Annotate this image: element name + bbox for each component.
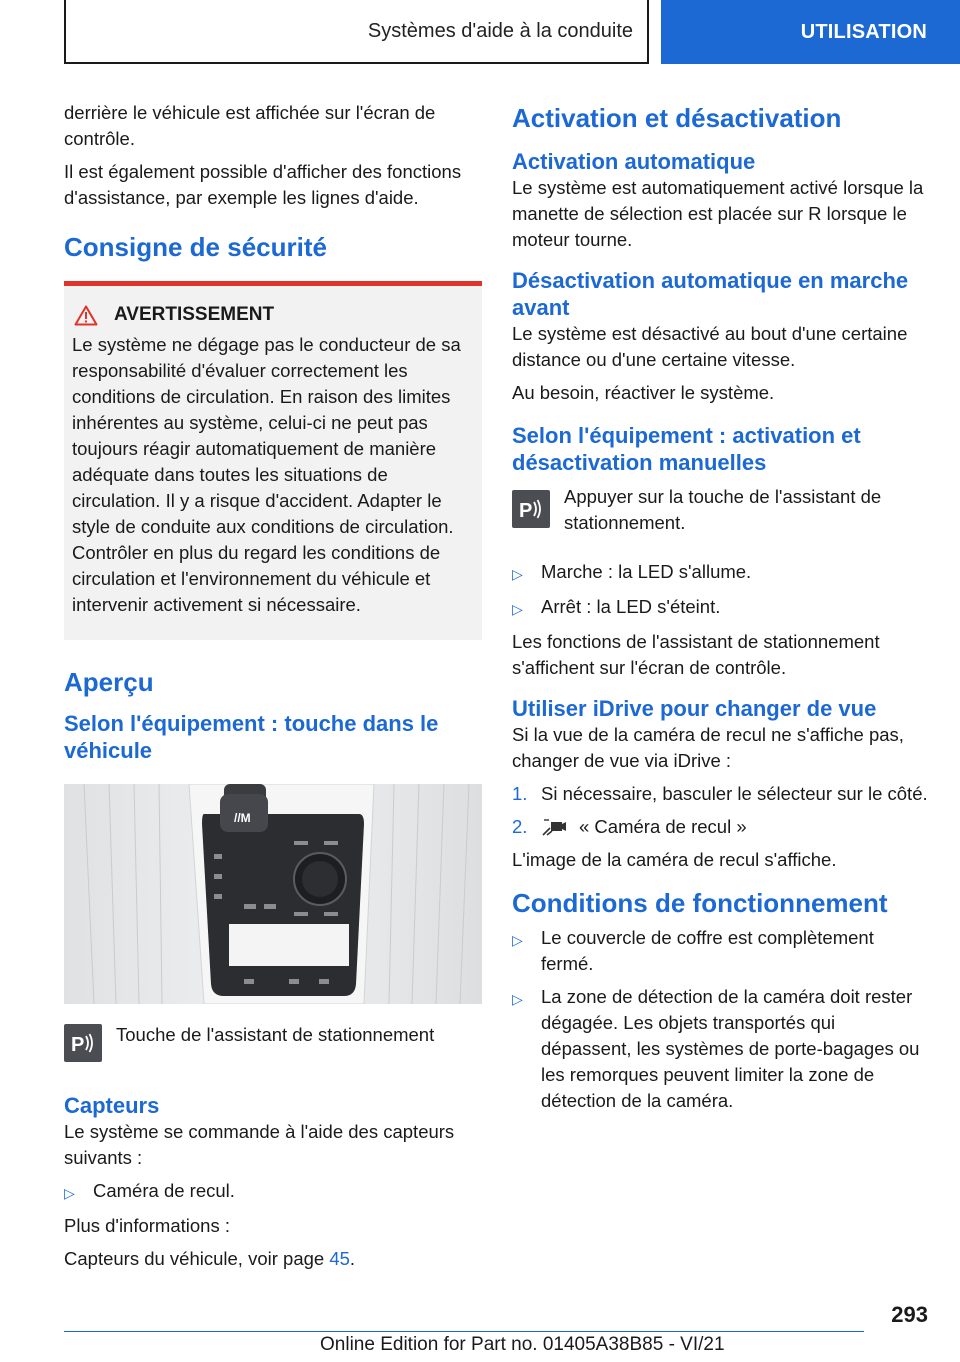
park-assist-icon xyxy=(64,1024,102,1062)
idrive-heading: Utiliser iDrive pour changer de vue xyxy=(512,696,877,721)
bullet-triangle-icon: ▷ xyxy=(512,991,523,1007)
manual-list-item xyxy=(512,559,928,587)
park-assist-caption: Touche de l'assistant de stationnement xyxy=(116,1024,435,1045)
header-chapter-title: UTILISATION xyxy=(800,20,927,43)
warning-title: AVERTISSEMENT xyxy=(114,304,275,325)
warning-triangle-icon xyxy=(74,305,98,326)
manual-list xyxy=(512,559,928,622)
idrive-step xyxy=(512,814,928,840)
console-illustration xyxy=(64,784,482,1004)
manual-instruction-row xyxy=(512,486,928,543)
sensors-heading: Capteurs xyxy=(64,1093,160,1118)
condition-text: Le couvercle de coffre est complètement fermé. xyxy=(541,927,874,974)
idrive-after-text: L'image de la caméra de recul s'affiche. xyxy=(512,849,837,870)
sensors-ref-page-link[interactable]: 45 xyxy=(329,1248,350,1269)
idrive-steps xyxy=(512,781,928,840)
sensors-reference xyxy=(64,1246,482,1272)
conditions-list xyxy=(512,925,928,1114)
auto-deactivation-text-1: Le système est désactivé au bout d'une certaine distance ou d'une certaine vitesse. xyxy=(512,323,908,370)
warning-body: Le système ne dégage pas le conducteur de sa responsabilité d'évaluer correctement les conditions de circulation. En raison des limites inhérentes au système, celui-ci ne peut pas toujours réagir automatiquement de manière adéquate dans toutes les situations de circulation. Il y a risque d'accident. Adapter le style de conduite aux conditions de circulation. Contrôler en plus du regard les conditions de circulation et l'environnement du véhicule et intervenir activement si nécessaire. xyxy=(72,334,461,615)
manual-heading: Selon l'équipement : activation et désactivation manuelles xyxy=(512,423,861,475)
manual-after-text: Les fonctions de l'assistant de stationnement s'affichent sur l'écran de contrôle. xyxy=(512,631,880,678)
manual-item-text: Marche : la LED s'allume. xyxy=(541,561,752,582)
idrive-step xyxy=(512,781,928,807)
auto-deactivation-text-2: Au besoin, réactiver le système. xyxy=(512,382,775,403)
svg-text://M: //M xyxy=(234,811,251,825)
svg-text:P: P xyxy=(71,1034,85,1056)
svg-text:P: P xyxy=(519,500,533,522)
auto-deactivation-heading: Désactivation automatique en marche avant xyxy=(512,268,909,320)
idrive-text: Si la vue de la caméra de recul ne s'affiche pas, changer de vue via iDrive : xyxy=(512,724,904,771)
footer-divider xyxy=(64,1331,864,1332)
more-info-text: Plus d'informations : xyxy=(64,1215,230,1236)
park-assist-caption-row xyxy=(64,1024,482,1062)
bullet-triangle-icon: ▷ xyxy=(512,566,523,582)
manual-instruction-text: Appuyer sur la touche de l'assistant de stationnement. xyxy=(564,486,882,533)
rear-camera-icon xyxy=(541,817,567,837)
intro-paragraph-2: Il est également possible d'afficher des fonctions d'assistance, par exemple les lignes d'aide. xyxy=(64,161,462,208)
safety-heading: Consigne de sécurité xyxy=(64,232,327,262)
sensors-item-text: Caméra de recul. xyxy=(93,1180,235,1201)
conditions-list-item xyxy=(512,984,928,1114)
step-number: 1. xyxy=(512,783,528,804)
apercu-heading: Aperçu xyxy=(64,667,154,697)
sensors-text: Le système se commande à l'aide des capteurs suivants : xyxy=(64,1121,455,1168)
step-text: Si nécessaire, basculer le sélecteur sur le côté. xyxy=(541,783,928,804)
conditions-list-item xyxy=(512,925,928,977)
page-number: 293 xyxy=(891,1302,928,1327)
sensors-ref-suffix: . xyxy=(349,1248,356,1269)
step-number: 2. xyxy=(512,816,528,837)
footer-edition: Online Edition for Part no. 01405A38B85 - VI/21 xyxy=(320,1334,725,1355)
header-section-title: Systèmes d'aide à la conduite xyxy=(367,19,633,42)
auto-activation-heading: Activation automatique xyxy=(512,149,756,174)
right-column xyxy=(512,100,928,1121)
manual-list-item xyxy=(512,594,928,622)
warning-title-row xyxy=(72,304,474,326)
activation-heading: Activation et désactivation xyxy=(512,103,842,133)
bullet-triangle-icon: ▷ xyxy=(64,1185,75,1201)
intro-paragraph-1: derrière le véhicule est affichée sur l'écran de contrôle. xyxy=(64,102,436,149)
condition-text: La zone de détection de la caméra doit rester dégagée. Les objets transportés qui dépassent, les systèmes de porte-bagages ou les remorques peuvent limiter la zone de détection de la caméra. xyxy=(541,986,920,1111)
header-chapter xyxy=(661,0,960,64)
manual-item-text: Arrêt : la LED s'éteint. xyxy=(541,596,721,617)
conditions-heading: Conditions de fonctionnement xyxy=(512,888,888,918)
warning-box xyxy=(64,281,482,640)
bullet-triangle-icon: ▷ xyxy=(512,601,523,617)
center-console-photo xyxy=(64,784,482,1004)
left-column xyxy=(64,100,482,1279)
bullet-triangle-icon: ▷ xyxy=(512,932,523,948)
step-text: « Caméra de recul » xyxy=(579,816,747,837)
header-section xyxy=(64,0,649,64)
park-assist-button-icon xyxy=(512,490,550,528)
sensors-ref-prefix: Capteurs du véhicule, voir page xyxy=(64,1248,330,1269)
sensors-list-item xyxy=(64,1178,482,1206)
step-content xyxy=(541,814,747,840)
auto-activation-text: Le système est automatiquement activé lorsque la manette de sélection est placée sur R lorsque le moteur tourne. xyxy=(512,177,924,250)
equipment-heading: Selon l'équipement : touche dans le véhicule xyxy=(64,711,439,763)
